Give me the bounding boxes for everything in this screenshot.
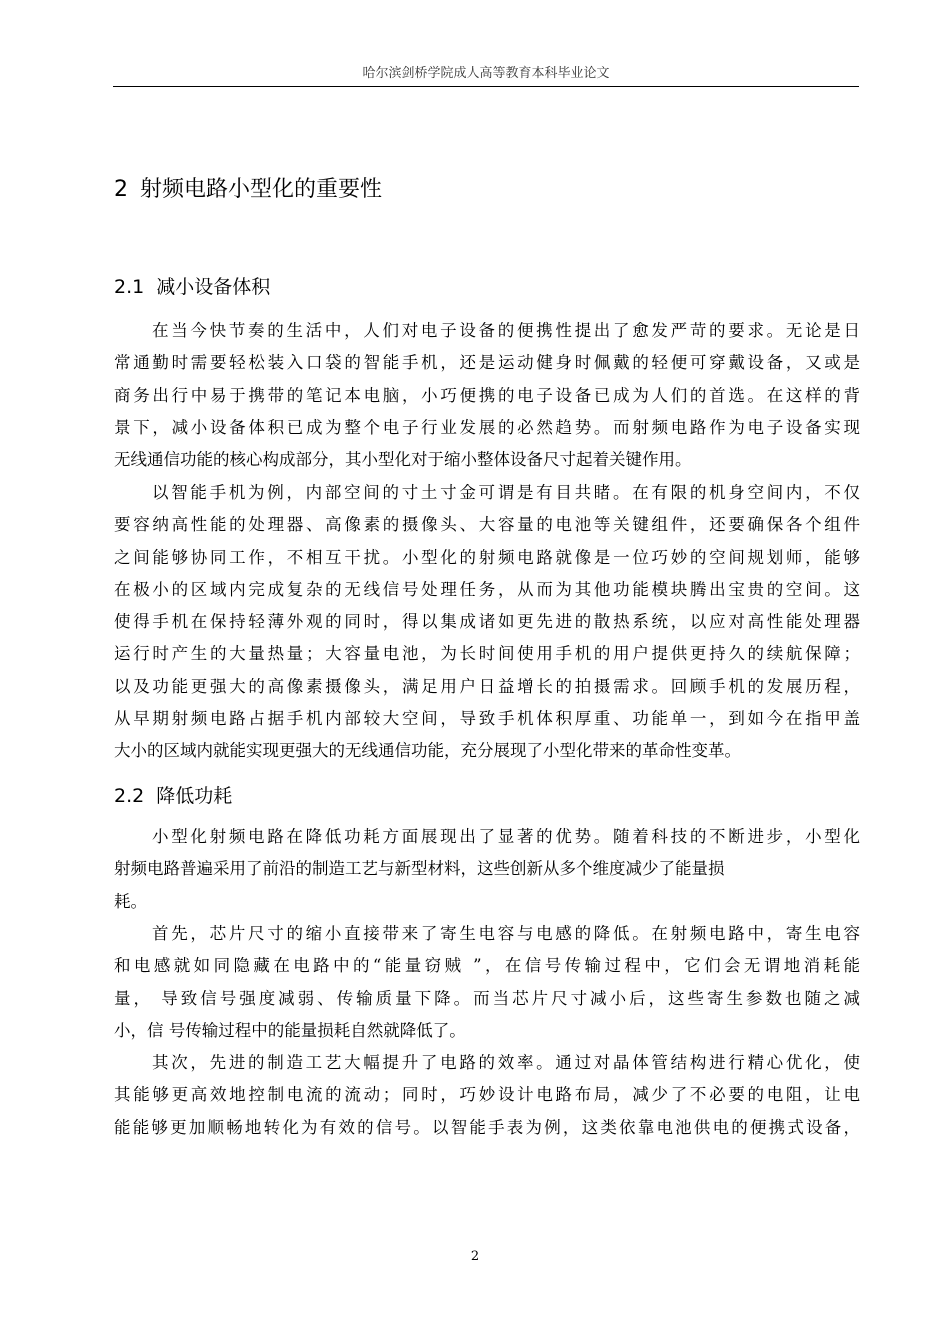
text-line: 量， 导致信号强度减弱、传输质量下降。而当芯片尺寸减小后，这些寄生参数也随之减	[114, 988, 860, 1008]
text-line: 之间能够协同工作，不相互干扰。小型化的射频电路就像是一位巧妙的空间规划师，能够	[114, 547, 860, 567]
chapter-title	[114, 170, 382, 210]
text-line: 使得手机在保持轻薄外观的同时，得以集成诸如更先进的散热系统，以应对高性能处理器	[114, 612, 860, 632]
text-line: 以及功能更强大的高像素摄像头，满足用户日益增长的拍摄需求。回顾手机的发展历程，	[114, 676, 860, 696]
text-line: 景下，减小设备体积已成为整个电子行业发展的必然趋势。而射频电路作为电子设备实现	[114, 417, 860, 437]
section-title-text: 降低功耗	[156, 785, 233, 807]
text-line: 大小的区域内就能实现更强大的无线通信功能，充分展现了小型化带来的革命性变革。	[114, 741, 741, 761]
paragraph	[114, 315, 860, 476]
text-line: 在当今快节奏的生活中，人们对电子设备的便携性提出了愈发严苛的要求。无论是日	[152, 321, 860, 340]
text-line: 在极小的区域内完成复杂的无线信号处理任务，从而为其他功能模块腾出宝贵的空间。这	[114, 579, 860, 599]
text-line: 射频电路普遍采用了前沿的制造工艺与新型材料，这些创新从多个维度减少了能量损	[114, 859, 725, 879]
text-line: 无线通信功能的核心构成部分，其小型化对于缩小整体设备尺寸起着关键作用。	[114, 450, 692, 470]
text-line: 耗。	[114, 891, 147, 911]
paragraph	[114, 821, 860, 918]
section-number: 2.1	[114, 276, 145, 298]
text-line: 小型化射频电路在降低功耗方面展现出了显著的优势。随着科技的不断进步，小型化	[152, 827, 860, 846]
section-heading	[114, 780, 232, 812]
chapter-number: 2	[114, 177, 128, 202]
paragraph	[114, 918, 860, 1047]
paragraph	[114, 477, 860, 768]
text-line: 常通勤时需要轻松装入口袋的智能手机，还是运动健身时佩戴的轻便可穿戴设备，又或是	[114, 353, 860, 373]
text-line: 和电感就如同隐藏在电路中的“能量窃贼 ”，在信号传输过程中，它们会无谓地消耗能	[114, 956, 860, 976]
text-line: 能能够更加顺畅地转化为有效的信号。以智能手表为例，这类依靠电池供电的便携式设备，	[114, 1117, 860, 1137]
paragraph	[114, 1047, 860, 1144]
text-line: 运行时产生的大量热量；大容量电池，为长时间使用手机的用户提供更持久的续航保障；	[114, 644, 860, 664]
text-line: 其能够更高效地控制电流的流动；同时，巧妙设计电路布局，减少了不必要的电阻，让电	[114, 1085, 860, 1105]
page-header: 哈尔滨剑桥学院成人高等教育本科毕业论文	[113, 64, 859, 87]
section-heading	[114, 271, 270, 303]
section-title-text: 减小设备体积	[156, 276, 271, 298]
text-line: 小，信 号传输过程中的能量损耗自然就降低了。	[114, 1020, 466, 1040]
text-line: 首先，芯片尺寸的缩小直接带来了寄生电容与电感的降低。在射频电路中，寄生电容	[152, 924, 860, 943]
section-number: 2.2	[114, 785, 145, 807]
chapter-title-text: 射频电路小型化的重要性	[140, 177, 383, 202]
text-line: 其次，先进的制造工艺大幅提升了电路的效率。通过对晶体管结构进行精心优化，使	[152, 1053, 860, 1072]
text-line: 要容纳高性能的处理器、高像素的摄像头、大容量的电池等关键组件，还要确保各个组件	[114, 515, 860, 535]
text-line: 从早期射频电路占据手机内部较大空间，导致手机体积厚重、功能单一，到如今在指甲盖	[114, 709, 860, 729]
page-number: 2	[470, 1249, 480, 1264]
text-line: 以智能手机为例，内部空间的寸土寸金可谓是有目共睹。在有限的机身空间内，不仅	[152, 483, 860, 502]
text-line: 商务出行中易于携带的笔记本电脑，小巧便携的电子设备已成为人们的首选。在这样的背	[114, 385, 860, 405]
